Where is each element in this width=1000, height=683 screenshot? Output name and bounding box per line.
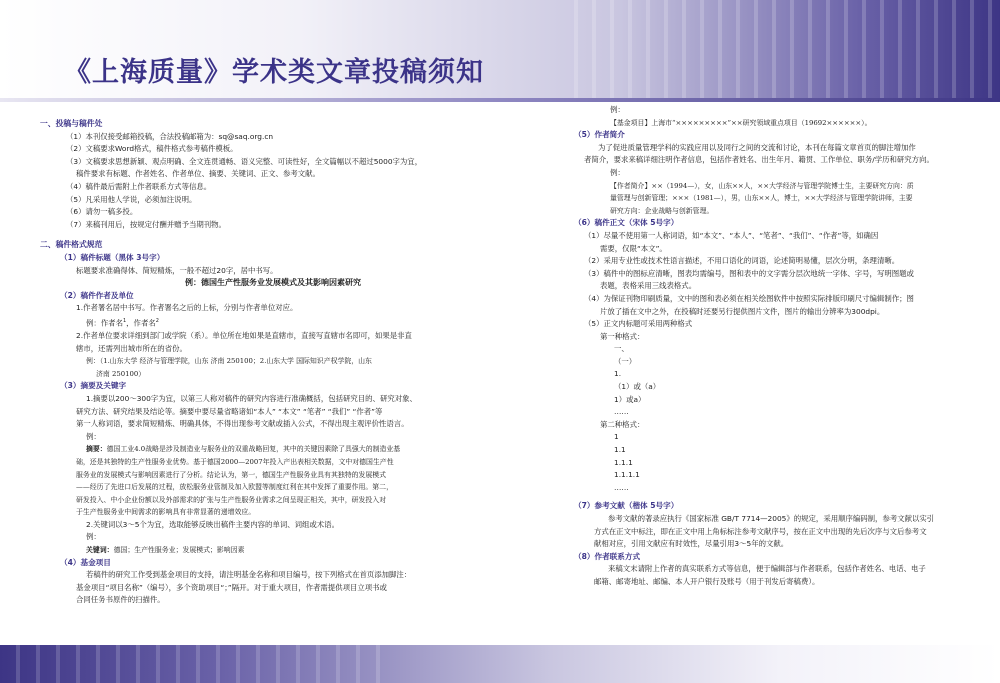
footer-banner [0,645,1000,683]
list-item: （1）本刊仅接受邮箱投稿，合法投稿邮箱为：sq@saq.org.cn [66,131,274,141]
paragraph: 研究方法、研究结果及结论等。摘要中要尽量省略诸如“本人” “本文” “笔者” “我们” “作者”等 [76,406,383,416]
paragraph: 若稿件的研究工作受到基金项目的支持，请注明基金名称和项目编号，按下列格式在首页添加脚注： [86,570,412,580]
subsection-title: （7）参考文献（楷体 5号字） [574,501,679,511]
subsection-title: （5）作者简介 [574,130,625,140]
list-item: （2）文稿要求Word格式，稿件格式参考稿件模板。 [66,144,238,154]
example-label: 例： [610,167,625,177]
subsection-title: （6）稿件正文（宋体 5号字） [574,218,679,228]
list-item: （5）正文内标题可采用两种格式 [584,319,693,329]
list-item: （7）来稿刊用后，按规定付酬并赠予当期刊物。 [66,219,226,229]
superscript: 2 [155,317,159,324]
keywords-line [40,544,506,557]
abstract-line: 服务业的发展模式与影响因素进行了分析。结论认为，第一，德国生产性服务业具有其独特的发展模式 [76,470,387,479]
paragraph: 2.作者单位要求详细到部门或学院（系）。单位所在地如果是直辖市，直接写直辖市名即可，如果是非直 [76,330,412,340]
list-item: （2）采用专业性或技术性语言描述，不用口语化的词语，论述简明易懂，层次分明，条理清晰。 [584,256,900,266]
abstract-line: 础，还是其独特的生产性服务业优势。基于德国2000—2007年投入产出表相关数据，文中对德国生产性 [76,457,394,466]
paragraph: 辖市，还需列出城市所在的省份。 [76,343,187,353]
author-example: 【作者简介】××（1994—），女，山东××人，××大学经济与管理学院博士生，主要研究方向：质 [610,181,914,190]
abstract-text: 德国工业4.0战略是涉及制造业与服务业的双重战略回复，其中的关键因素除了具强大的制造业基 [106,445,401,454]
author-example: 研究方向：企业战略与创新管理。 [610,206,714,215]
abstract-line: 研发投入、中小企业份额以及外部需求的扩张与生产性服务业需求之间呈现正相关，其中，研发投入对 [76,495,387,504]
list-item: （3）稿件中的图标应清晰，图表均需编号，图和表中的文字需分层次地统一字体、字号，写明图题或 [584,268,914,278]
list-item: （1）尽量不使用第一人称词语，如“本文”、“本人”、“笔者”、“我们”、“作者”等，如确因 [584,230,879,240]
example-text: 例：作者名 [86,318,123,328]
example-label: 例： [86,532,101,542]
left-column [40,116,506,607]
paragraph: 献相对应，引用文献应有时效性，尽量引用3～5年的文献。 [594,539,789,549]
format-label: 第二种格式： [600,419,645,429]
list-item: （3）文稿要求思想新颖、观点明确、全文连贯通畅、语义完整、可读性好，全文篇幅以不超过5000字为宜， [66,156,423,166]
subsection-title: （4）基金项目 [60,557,111,567]
example-line [40,315,506,330]
abstract-line: 于生产性服务业中间需求的影响具有非常显著的递增效应。 [76,508,256,517]
keywords-text: 德国；生产性服务业；发展模式；影响因素 [113,546,245,555]
list-item: （4）为保证刊物印刷质量，文中的图和表必须在相关绘图软件中按照实际排版印刷尺寸编辑制作；图 [584,293,914,303]
paragraph: 参考文献的著录应执行《国家标准 GB/T 7714—2005》的规定，采用顺序编码制，参考文献以实引 [608,514,935,523]
example-text: ，作者名 [126,318,156,328]
paragraph: 邮箱、邮寄地址、邮编、本人开户银行及账号（用于刊发后寄稿费）。 [594,576,820,586]
abstract-line: ——经历了先进口后发展的过程，放松服务业管制及加入欧盟等制度红利在其中发挥了重要作用。第二， [76,483,393,492]
abstract-label: 摘要： [86,445,107,454]
example-line: 例：（1.山东大学 经济与管理学院，山东 济南 250100；2.山东大学 国际知识产权学院，山东 [86,357,372,366]
fund-example: 【基金项目】上海市“×××××××××”××研究领域重点项目（19692××××××）。 [610,118,872,127]
keywords-label: 关键词： [86,546,114,555]
header-stripes [560,0,1000,102]
subsection-title: （8）作者联系方式 [574,551,641,561]
abstract-line [40,443,506,456]
paragraph: 者简介，要求来稿详细注明作者信息，包括作者姓名、出生年月、籍贯、工作单位、职务/学历和研究方向。 [584,155,934,165]
format-item: 1）或a） [614,394,646,404]
paragraph: 第一人称词语，要求简短精炼、明确具体，不得出现参考文献或插入公式，不得出现主观评价性语言。 [76,419,409,429]
example-line: 济南 250100） [96,369,146,378]
paragraph: 方式在正文中标注，即在正文中用上角标标注参考文献序号，按在正文中出现的先后次序与文后参考文 [594,526,927,536]
subsection-title: （1）稿件标题（黑体 3号字） [60,252,165,262]
list-item: （6）请勿一稿多投。 [66,207,138,217]
subsection-title: （3）摘要及关键字 [60,381,127,391]
format-item: 1.1 [614,445,626,455]
list-item: （5）凡采用他人学说，必须加注说明。 [66,194,197,204]
paragraph: 合同任务书原件的扫描件。 [76,595,165,605]
format-item: …… [614,482,629,492]
format-item: （一） [614,356,637,366]
list-item: 需要，仅限“本文”。 [600,243,667,253]
section-title: 一、投稿与稿件处 [40,119,103,128]
format-item: 1.1.1 [614,457,633,467]
list-item: （4）稿件最后需附上作者联系方式等信息。 [66,181,212,191]
paragraph: 标题要求准确得体、简短精炼，一般不超过20字，居中书写。 [76,265,278,275]
format-item: （1）或（a） [614,382,661,392]
format-item: 一、 [614,344,629,354]
example-label: 例： [86,431,101,441]
page-title: 《上海质量》学术类文章投稿须知 [64,57,484,88]
paragraph: 1.作者署名居中书写。作者署名之后的上标，分别与作者单位对应。 [76,303,298,313]
header-banner [0,0,1000,102]
subsection-title: （2）稿件作者及单位 [60,290,134,300]
paragraph: 为了促进质量管理学科的实践应用以及同行之间的交流和讨论，本刊在每篇文章首页的脚注增加作 [598,142,916,152]
section-title: 二、稿件格式规范 [40,240,103,250]
format-item: …… [614,407,629,417]
format-item: 1. [614,369,622,379]
paragraph: 来稿文末请附上作者的真实联系方式等信息，便于编辑部与作者联系，包括作者姓名、电话、电子 [608,564,926,574]
format-item: 1 [614,432,619,442]
paragraph: 2.关键词以3～5个为宜，选取能够反映出稿件主要内容的单词、词组或术语。 [86,519,339,529]
format-item: 1.1.1.1 [614,470,640,480]
example-title: 例：德国生产性服务业发展模式及其影响因素研究 [185,278,361,288]
right-column [574,104,978,589]
header-divider [0,98,1000,102]
superscript: 1 [122,317,127,324]
list-item: 表题，表格采用三线表格式。 [600,281,697,291]
author-example: 量管理与创新管理；×××（1981—），男，山东××人，博士，××大学经济与管理学院讲师，主要 [610,194,913,203]
format-label: 第一种格式： [600,331,645,341]
example-label: 例： [610,105,625,114]
footer-stripes [0,645,380,683]
list-item: 稿件要求有标题、作者姓名、作者单位、摘要、关键词、正文、参考文献。 [76,169,320,179]
list-item: 片放了插在文中之外，在投稿时还要另行提供图片文件，图片的输出分辨率为300dpi。 [600,306,885,316]
paragraph: 基金项目“项目名称”（编号），多个资助项目“；”隔开。对于重大项目，作者需提供项目立项书或 [76,582,387,592]
paragraph: 1.摘要以200～300字为宜，以第三人称对稿件的研究内容进行准确概括，包括研究目的、研究对象、 [86,393,417,403]
